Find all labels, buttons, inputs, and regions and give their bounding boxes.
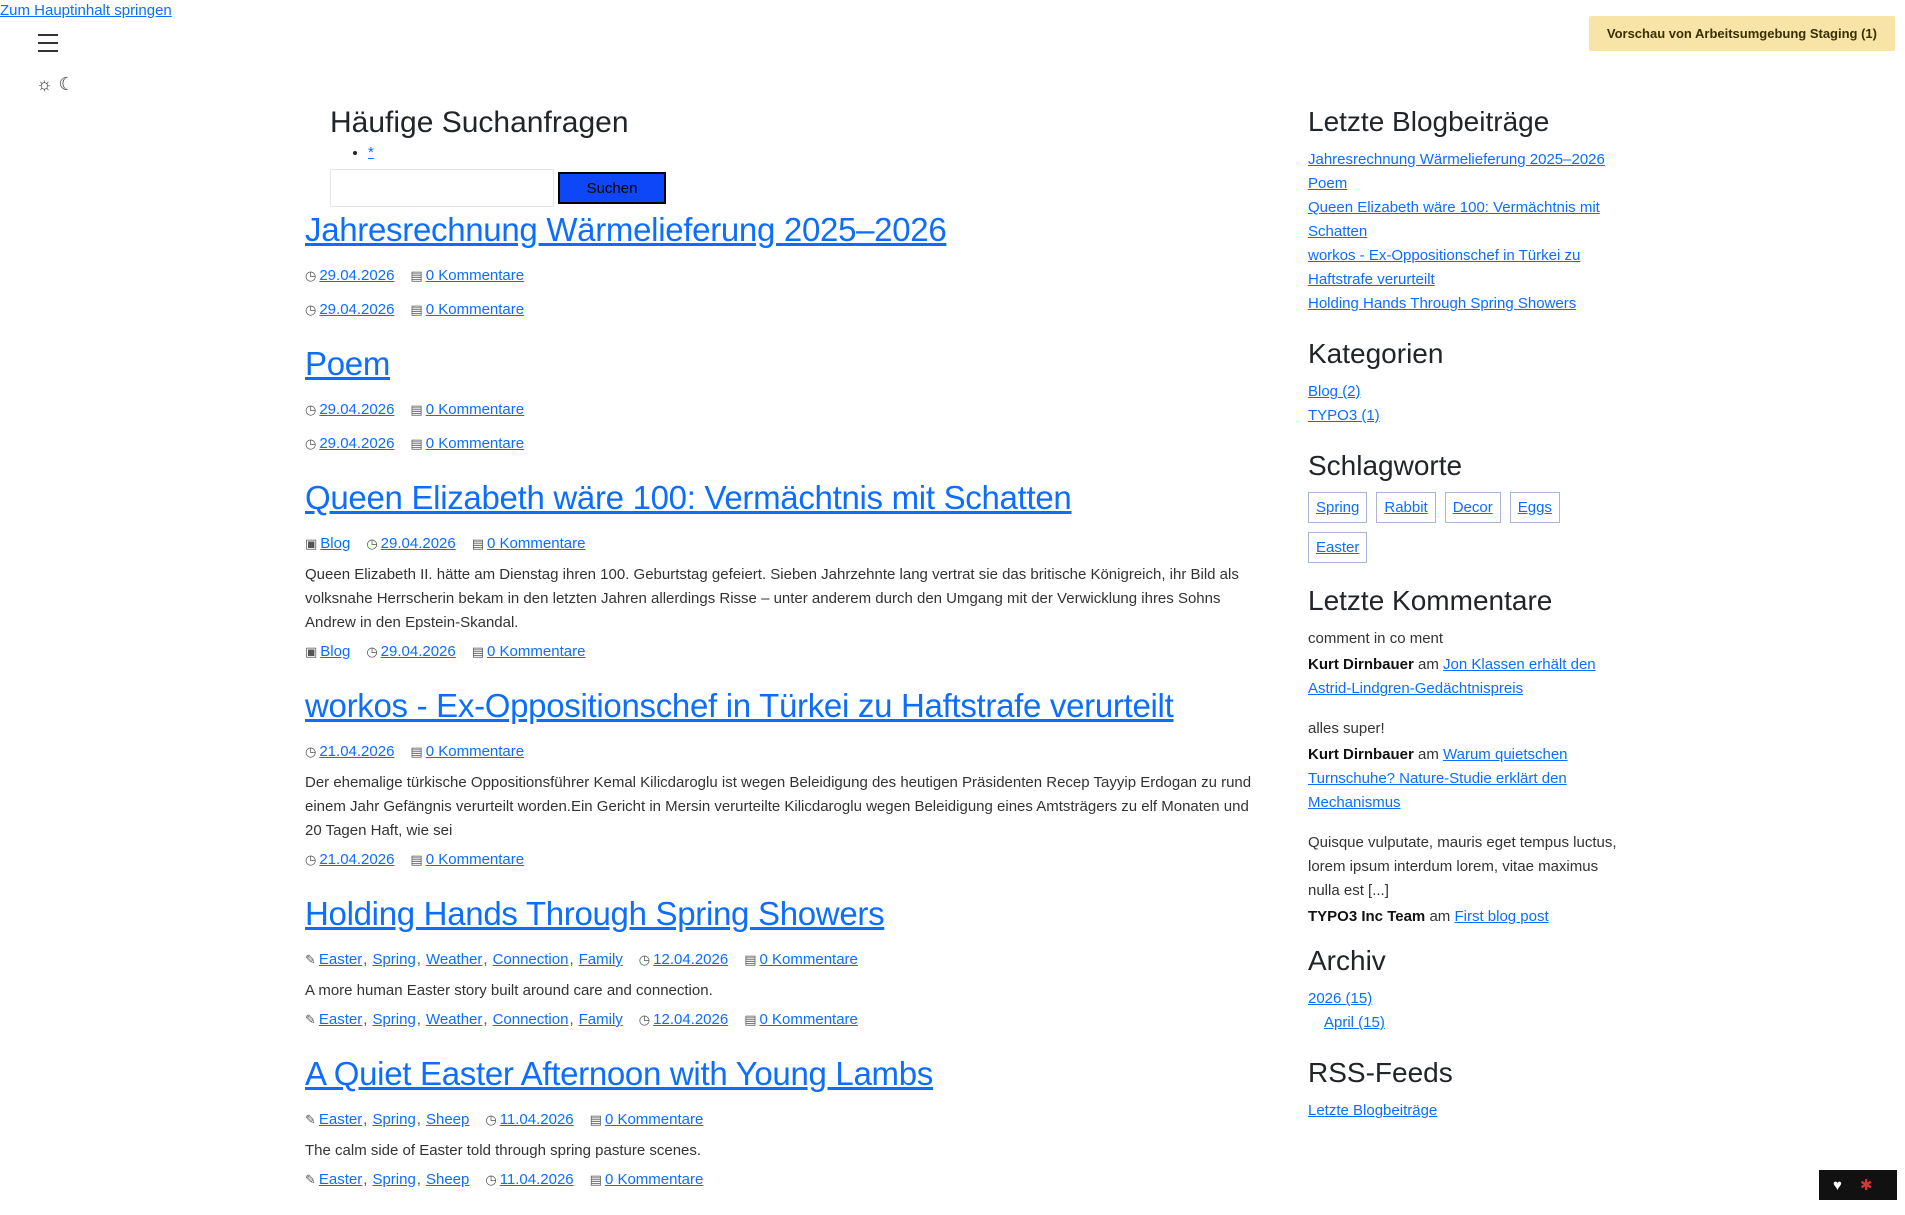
post-teaser: Der ehemalige türkische Oppositionsführer Kemal Kilicdaroglu ist wegen Beleidigung des heutigen Präsidenten Recep Tayyip Erdogan zu rund einem Jahr Gefängnis verurteilt worden.Ein Gericht in Mersin verurteilte Kilicdaroglu wegen Beleidigung eines Amtsträgers zu elf Monaten und 20 Tagen Haft, wie sei bbox=[305, 774, 1252, 839]
comment-icon: ▤ bbox=[410, 852, 423, 867]
tag-link[interactable]: Rabbit bbox=[1376, 492, 1435, 523]
tag-separator: , bbox=[416, 951, 421, 968]
tag-separator: , bbox=[363, 1011, 368, 1028]
comment-item bbox=[1308, 627, 1618, 701]
category-item bbox=[1308, 404, 1618, 428]
comment-icon: ▤ bbox=[410, 302, 423, 317]
post-teaser: The calm side of Easter told through spring pasture scenes. bbox=[305, 1142, 702, 1159]
comment-icon: ▤ bbox=[410, 402, 423, 417]
comment-icon: ▤ bbox=[471, 644, 485, 659]
tag-link[interactable]: Eggs bbox=[1510, 492, 1560, 523]
frequent-search-item bbox=[368, 144, 1265, 161]
post-title-link[interactable]: Jahresrechnung Wärmelieferung 2025–2026 bbox=[305, 211, 947, 248]
tags-title: Schlagworte bbox=[1308, 450, 1463, 481]
post-comments-link[interactable]: 0 Kommentare bbox=[759, 951, 858, 968]
comment-on-word: am bbox=[1418, 746, 1439, 763]
post-tag-link[interactable]: Easter bbox=[318, 951, 363, 968]
post-meta bbox=[305, 735, 1265, 769]
post-date-link[interactable]: 12.04.2026 bbox=[653, 951, 729, 968]
post-comments-link[interactable]: 0 Kommentare bbox=[604, 1111, 704, 1128]
archive-month-link[interactable]: April (15) bbox=[1324, 1014, 1385, 1031]
tag-separator: , bbox=[363, 951, 368, 968]
post-date-link[interactable]: 29.04.2026 bbox=[319, 267, 395, 284]
moon-icon[interactable]: ☾ bbox=[58, 74, 75, 94]
post-meta bbox=[305, 1163, 1265, 1197]
post-meta bbox=[305, 943, 1265, 977]
post-date-link[interactable]: 21.04.2026 bbox=[319, 743, 395, 760]
comment-item bbox=[1308, 831, 1618, 929]
comment-on-word: am bbox=[1429, 908, 1451, 925]
post-date-link[interactable]: 12.04.2026 bbox=[653, 1011, 729, 1028]
comment-icon: ▤ bbox=[589, 1172, 602, 1187]
post-comments-link[interactable]: 0 Kommentare bbox=[759, 1011, 858, 1028]
post-comments-link[interactable]: 0 Kommentare bbox=[425, 743, 525, 760]
latest-post-item bbox=[1308, 172, 1618, 196]
tag-separator: , bbox=[416, 1111, 421, 1128]
post-date-link[interactable]: 29.04.2026 bbox=[380, 535, 456, 552]
comment-item bbox=[1308, 717, 1618, 815]
category-icon: ▣ bbox=[305, 644, 318, 659]
post-title bbox=[305, 1055, 1265, 1093]
post-date-link[interactable]: 29.04.2026 bbox=[319, 435, 395, 452]
post-tag-link[interactable]: Spring bbox=[372, 1171, 416, 1188]
comment-author: TYPO3 Inc Team bbox=[1308, 908, 1426, 925]
workspace-preview-badge[interactable]: Vorschau von Arbeitsumgebung Staging (1) bbox=[1589, 16, 1895, 51]
sun-icon[interactable]: ☼ bbox=[36, 74, 53, 94]
frequent-search-list bbox=[348, 144, 1265, 161]
post-title-link[interactable]: Holding Hands Through Spring Showers bbox=[305, 895, 885, 932]
clock-icon: ◷ bbox=[638, 1012, 651, 1027]
rss-item bbox=[1308, 1099, 1618, 1123]
archive-year-link[interactable]: 2026 (15) bbox=[1308, 990, 1373, 1007]
post-comments-link[interactable]: 0 Kommentare bbox=[487, 643, 586, 660]
post-title bbox=[305, 211, 1265, 249]
post-category-link[interactable]: Blog bbox=[320, 535, 351, 552]
post-date-link[interactable]: 29.04.2026 bbox=[319, 401, 395, 418]
latest-posts-list bbox=[1308, 148, 1618, 316]
post-item bbox=[305, 1055, 1265, 1197]
clock-icon: ◷ bbox=[305, 302, 317, 317]
post-tag-link[interactable]: Weather bbox=[425, 1011, 483, 1028]
post-comments-link[interactable]: 0 Kommentare bbox=[425, 301, 525, 318]
heart-icon[interactable]: ♥ bbox=[1833, 1176, 1842, 1194]
tag-icon: ✎ bbox=[305, 1172, 316, 1187]
tag-separator: , bbox=[569, 1011, 574, 1028]
post-meta bbox=[305, 635, 1265, 669]
tag-link[interactable]: Easter bbox=[1308, 532, 1367, 563]
comment-icon: ▤ bbox=[410, 436, 423, 451]
post-meta bbox=[305, 1003, 1265, 1037]
search-input[interactable] bbox=[330, 169, 554, 207]
post-tag-link[interactable]: Sheep bbox=[425, 1171, 470, 1188]
latest-posts-title: Letzte Blogbeiträge bbox=[1308, 106, 1550, 137]
post-category-link[interactable]: Blog bbox=[320, 643, 351, 660]
post-tag-link[interactable]: Connection bbox=[492, 1011, 569, 1028]
latest-post-item bbox=[1308, 196, 1618, 244]
categories-list bbox=[1308, 380, 1618, 428]
archive-title: Archiv bbox=[1308, 945, 1386, 976]
theme-switch bbox=[36, 74, 75, 95]
post-teaser: Queen Elizabeth II. hätte am Dienstag ihren 100. Geburtstag gefeiert. Sieben Jahrzehnte lang vertrat sie das britische Königreich, ihr Bild als volksnahe Herrscherin bekam in den letzten Jahren allerdings Risse – unter anderem durch den Umgang mit der Verwicklung ihres Sohns Andrew in den Epstein-Skandal. bbox=[305, 566, 1239, 631]
clock-icon: ◷ bbox=[305, 402, 317, 417]
tag-separator: , bbox=[483, 1011, 488, 1028]
post-title-link[interactable]: workos - Ex-Oppositionschef in Türkei zu Haftstrafe verurteilt bbox=[305, 687, 1174, 724]
post-tag-link[interactable]: Family bbox=[578, 951, 623, 968]
post-comments-link[interactable]: 0 Kommentare bbox=[425, 435, 525, 452]
comment-post-link[interactable]: Warum quietschen Turnschuhe? Nature-Studie erklärt den Mechanismus bbox=[1308, 746, 1568, 811]
sidebar bbox=[1308, 100, 1618, 1145]
search-section bbox=[330, 106, 1265, 207]
post-title-link[interactable]: Queen Elizabeth wäre 100: Vermächtnis mit Schatten bbox=[305, 479, 1072, 516]
comment-icon: ▤ bbox=[471, 536, 485, 551]
comment-on-word: am bbox=[1418, 656, 1439, 673]
latest-post-link[interactable]: Poem bbox=[1308, 175, 1348, 192]
rss-link[interactable]: Letzte Blogbeiträge bbox=[1308, 1102, 1438, 1119]
post-title-link[interactable]: A Quiet Easter Afternoon with Young Lambs bbox=[305, 1055, 933, 1092]
latest-post-link[interactable]: workos - Ex-Oppositionschef in Türkei zu Haftstrafe verurteilt bbox=[1308, 247, 1581, 288]
tag-cloud bbox=[1308, 492, 1608, 563]
post-tag-link[interactable]: Connection bbox=[492, 951, 569, 968]
post-item bbox=[305, 895, 1265, 1037]
clock-icon: ◷ bbox=[305, 268, 317, 283]
clock-icon: ◷ bbox=[485, 1112, 497, 1127]
clock-icon: ◷ bbox=[366, 536, 378, 551]
category-item bbox=[1308, 380, 1618, 404]
search-title: Häufige Suchanfragen bbox=[330, 106, 629, 139]
archive-month-item bbox=[1308, 1011, 1618, 1035]
post-comments-link[interactable]: 0 Kommentare bbox=[425, 401, 525, 418]
post-meta bbox=[305, 259, 1265, 293]
comment-icon: ▤ bbox=[410, 268, 423, 283]
latest-post-item bbox=[1308, 292, 1618, 316]
bug-icon[interactable]: ✱ bbox=[1859, 1177, 1873, 1194]
post-meta bbox=[305, 843, 1265, 877]
post-tag-link[interactable]: Easter bbox=[318, 1111, 363, 1128]
hamburger-menu-icon[interactable] bbox=[38, 34, 58, 52]
comment-icon: ▤ bbox=[744, 952, 757, 967]
tag-icon: ✎ bbox=[305, 1012, 316, 1027]
comment-author: Kurt Dirnbauer bbox=[1308, 746, 1414, 763]
latest-post-item bbox=[1308, 244, 1618, 292]
tag-icon: ✎ bbox=[305, 952, 316, 967]
latest-comments-title: Letzte Kommentare bbox=[1308, 585, 1553, 616]
post-tag-link[interactable]: Easter bbox=[318, 1171, 363, 1188]
admin-toolbar bbox=[1819, 1170, 1897, 1200]
post-comments-link[interactable]: 0 Kommentare bbox=[604, 1171, 704, 1188]
comment-icon: ▤ bbox=[410, 744, 423, 759]
tag-link[interactable]: Decor bbox=[1445, 492, 1501, 523]
tag-separator: , bbox=[363, 1171, 368, 1188]
post-tag-link[interactable]: Easter bbox=[318, 1011, 363, 1028]
post-item bbox=[305, 479, 1265, 669]
search-button[interactable]: Suchen bbox=[558, 172, 666, 204]
search-form bbox=[330, 169, 1265, 207]
latest-post-link[interactable]: Jahresrechnung Wärmelieferung 2025–2026 bbox=[1308, 151, 1605, 168]
rss-title: RSS-Feeds bbox=[1308, 1057, 1453, 1088]
clock-icon: ◷ bbox=[305, 436, 317, 451]
post-comments-link[interactable]: 0 Kommentare bbox=[487, 535, 586, 552]
post-teaser: A more human Easter story built around care and connection. bbox=[305, 982, 713, 999]
categories-title: Kategorien bbox=[1308, 338, 1444, 369]
post-tag-link[interactable]: Family bbox=[578, 1011, 623, 1028]
comment-post-link[interactable]: First blog post bbox=[1454, 908, 1549, 925]
post-meta bbox=[305, 1103, 1265, 1137]
post-title bbox=[305, 895, 1265, 933]
comment-icon: ▤ bbox=[589, 1112, 602, 1127]
post-title-link[interactable]: Poem bbox=[305, 345, 391, 382]
post-item bbox=[305, 211, 1265, 327]
comment-post-link[interactable]: Jon Klassen erhält den Astrid-Lindgren-Gedächtnispreis bbox=[1308, 656, 1596, 697]
post-tag-link[interactable]: Spring bbox=[372, 1011, 416, 1028]
comment-author: Kurt Dirnbauer bbox=[1308, 656, 1414, 673]
post-title bbox=[305, 687, 1265, 725]
tag-separator: , bbox=[416, 1171, 421, 1188]
post-date-link[interactable]: 29.04.2026 bbox=[319, 301, 395, 318]
post-comments-link[interactable]: 0 Kommentare bbox=[425, 851, 525, 868]
post-date-link[interactable]: 29.04.2026 bbox=[380, 643, 456, 660]
tag-separator: , bbox=[363, 1111, 368, 1128]
post-date-link[interactable]: 11.04.2026 bbox=[499, 1171, 574, 1188]
post-item bbox=[305, 345, 1265, 461]
clock-icon: ◷ bbox=[485, 1172, 497, 1187]
post-date-link[interactable]: 21.04.2026 bbox=[319, 851, 395, 868]
comment-text: alles super! bbox=[1308, 720, 1385, 737]
archive-year-item bbox=[1308, 987, 1618, 1011]
skip-to-content-link[interactable]: Zum Hauptinhalt springen bbox=[0, 2, 172, 19]
latest-post-item bbox=[1308, 148, 1618, 172]
rss-list bbox=[1308, 1099, 1618, 1123]
comment-icon: ▤ bbox=[744, 1012, 757, 1027]
comment-text: comment in co ment bbox=[1308, 630, 1444, 647]
category-link[interactable]: TYPO3 (1) bbox=[1308, 407, 1380, 424]
post-item bbox=[305, 687, 1265, 877]
comment-text: Quisque vulputate, mauris eget tempus luctus, lorem ipsum interdum lorem, vitae maximus nulla est [...] bbox=[1308, 834, 1617, 899]
post-meta bbox=[305, 393, 1265, 427]
tag-separator: , bbox=[416, 1011, 421, 1028]
post-comments-link[interactable]: 0 Kommentare bbox=[425, 267, 525, 284]
latest-post-link[interactable]: Queen Elizabeth wäre 100: Vermächtnis mit Schatten bbox=[1308, 199, 1600, 240]
clock-icon: ◷ bbox=[638, 952, 651, 967]
post-title bbox=[305, 479, 1265, 517]
clock-icon: ◷ bbox=[305, 852, 317, 867]
post-tag-link[interactable]: Sheep bbox=[425, 1111, 470, 1128]
tag-separator: , bbox=[569, 951, 574, 968]
tag-icon: ✎ bbox=[305, 1112, 316, 1127]
post-title bbox=[305, 345, 1265, 383]
tag-separator: , bbox=[483, 951, 488, 968]
post-tag-link[interactable]: Weather bbox=[425, 951, 483, 968]
clock-icon: ◷ bbox=[305, 744, 317, 759]
tag-link[interactable]: Spring bbox=[1308, 492, 1367, 523]
post-meta bbox=[305, 293, 1265, 327]
main-content bbox=[305, 100, 1265, 1215]
latest-post-link[interactable]: Holding Hands Through Spring Showers bbox=[1308, 295, 1577, 312]
post-tag-link[interactable]: Spring bbox=[372, 951, 416, 968]
post-tag-link[interactable]: Spring bbox=[372, 1111, 416, 1128]
post-meta bbox=[305, 527, 1265, 561]
frequent-search-link[interactable]: * bbox=[368, 144, 374, 161]
post-meta bbox=[305, 427, 1265, 461]
clock-icon: ◷ bbox=[366, 644, 378, 659]
category-link[interactable]: Blog (2) bbox=[1308, 383, 1361, 400]
post-date-link[interactable]: 11.04.2026 bbox=[499, 1111, 574, 1128]
category-icon: ▣ bbox=[305, 536, 318, 551]
post-list bbox=[305, 211, 1265, 1197]
archive-list bbox=[1308, 987, 1618, 1035]
